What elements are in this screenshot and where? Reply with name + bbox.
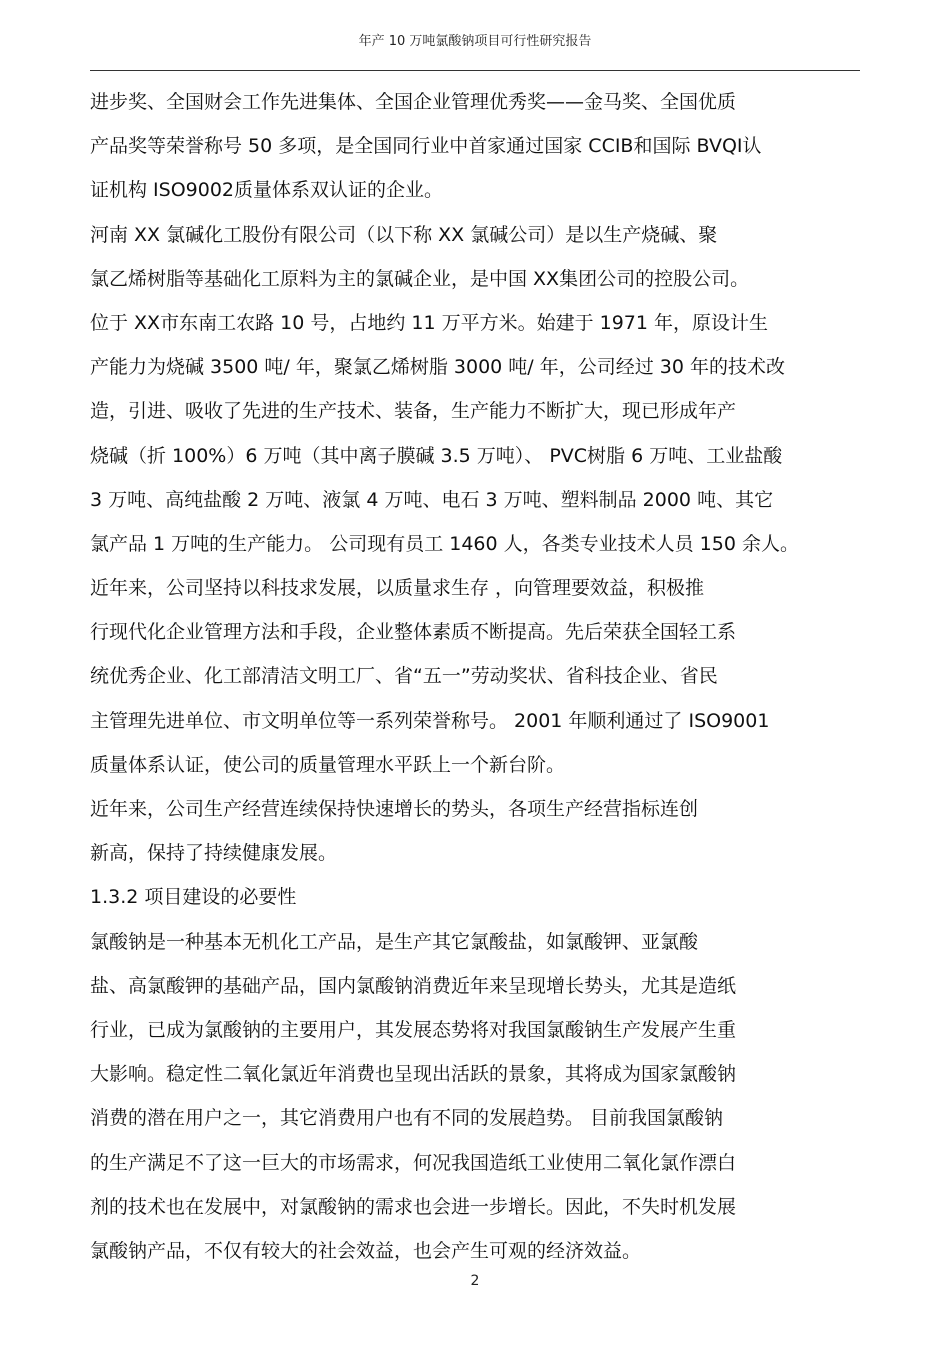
body-line: 产品奖等荣誉称号 50 多项，是全国同行业中首家通过国家 CCIB和国际 BVQI认 bbox=[90, 135, 762, 158]
body-line: 3 万吨、高纯盐酸 2 万吨、液氯 4 万吨、电石 3 万吨、塑料制品 2000 吨、其它 bbox=[90, 488, 774, 511]
body-line: 氯酸钠是一种基本无机化工产品，是生产其它氯酸盐，如氯酸钾、亚氯酸 bbox=[90, 930, 699, 953]
page-number: 2 bbox=[470, 1273, 480, 1289]
body-line: 氯酸钠产品，不仅有较大的社会效益，也会产生可观的经济效益。 bbox=[90, 1239, 642, 1262]
body-line: 证机构 ISO9002质量体系双认证的企业。 bbox=[90, 179, 444, 202]
body-line: 行业，已成为氯酸钠的主要用户，其发展态势将对我国氯酸钠生产发展产生重 bbox=[90, 1018, 737, 1041]
body-line: 剂的技术也在发展中，对氯酸钠的需求也会进一步增长。因此，不失时机发展 bbox=[90, 1195, 737, 1218]
body-line: 进步奖、全国财会工作先进集体、全国企业管理优秀奖——金马奖、全国优质 bbox=[90, 91, 737, 113]
body-line: 河南 XX 氯碱化工股份有限公司（以下称 XX 氯碱公司）是以生产烧碱、聚 bbox=[90, 223, 718, 246]
body-line: 的生产满足不了这一巨大的市场需求，何况我国造纸工业使用二氧化氯作漂白 bbox=[90, 1151, 737, 1174]
body-line: 近年来，公司生产经营连续保持快速增长的势头，各项生产经营指标连创 bbox=[90, 798, 699, 820]
body-line: 盐、高氯酸钾的基础产品，国内氯酸钠消费近年来呈现增长势头，尤其是造纸 bbox=[90, 974, 737, 997]
body-line: 产能力为烧碱 3500 吨/ 年，聚氯乙烯树脂 3000 吨/ 年，公司经过 30 年的技术改 bbox=[90, 356, 786, 379]
body-line: 烧碱（折 100%）6 万吨（其中离子膜碱 3.5 万吨）、 PVC树脂 6 万吨、工业盐酸 bbox=[90, 444, 783, 467]
body-line: 近年来，公司坚持以科技求发展，以质量求生存 ，向管理要效益，积极推 bbox=[90, 577, 705, 600]
body-line: 氯乙烯树脂等基础化工原料为主的氯碱企业，是中国 XX集团公司的控股公司。 bbox=[90, 267, 750, 290]
body-line: 行现代化企业管理方法和手段，企业整体素质不断提高。先后荣获全国轻工系 bbox=[90, 621, 737, 644]
document-body bbox=[90, 88, 870, 1281]
body-line: 位于 XX市东南工农路 10 号，占地约 11 万平方米。始建于 1971 年，原设计生 bbox=[90, 311, 769, 334]
body-line: 造，引进、吸收了先进的生产技术、装备，生产能力不断扩大，现已形成年产 bbox=[90, 400, 737, 423]
body-line: 统优秀企业、化工部清洁文明工厂、省“五一”劳动奖状、省科技企业、省民 bbox=[90, 665, 718, 688]
header-divider bbox=[90, 70, 860, 71]
body-line: 氯产品 1 万吨的生产能力。 公司现有员工 1460 人，各类专业技术人员 150 余人。 bbox=[90, 532, 799, 555]
page-header-title: 年产 10 万吨氯酸钠项目可行性研究报告 bbox=[358, 34, 592, 49]
body-line: 主管理先进单位、市文明单位等一系列荣誉称号。 2001 年顺利通过了 ISO9001 bbox=[90, 709, 770, 732]
body-line: 质量体系认证，使公司的质量管理水平跃上一个新台阶。 bbox=[90, 753, 566, 776]
body-line: 新高，保持了持续健康发展。 bbox=[90, 842, 338, 865]
body-line: 消费的潜在用户之一，其它消费用户也有不同的发展趋势。 目前我国氯酸钠 bbox=[90, 1107, 724, 1130]
section-heading: 1.3.2 项目建设的必要性 bbox=[90, 886, 297, 909]
body-line: 大影响。稳定性二氧化氯近年消费也呈现出活跃的景象，其将成为国家氯酸钠 bbox=[90, 1063, 737, 1086]
